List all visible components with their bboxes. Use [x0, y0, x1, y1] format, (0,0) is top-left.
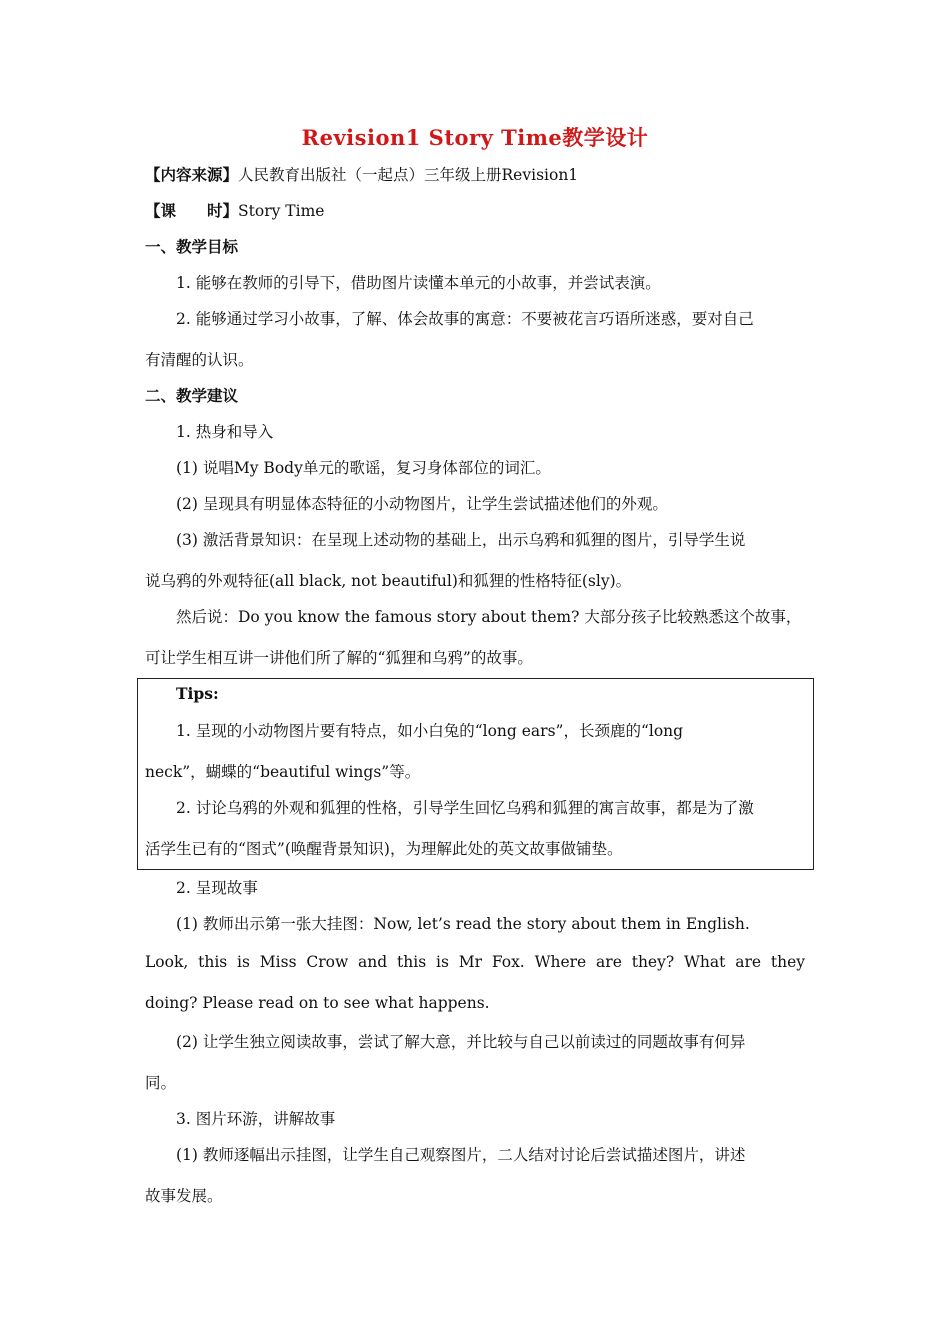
step-1-item-b: (2) 呈现具有明显体态特征的小动物图片，让学生尝试描述他们的外观。: [176, 495, 668, 513]
tip-2-line2: 活学生已有的“图式”(唤醒背景知识)，为理解此处的英文故事做铺垫。: [145, 840, 623, 858]
source-label: 【内容来源】: [145, 165, 239, 184]
step-1-item-c-line2: 说乌鸦的外观特征(all black, not beautiful)和狐狸的性格特征(sly)。: [145, 572, 632, 590]
period-line: [145, 199, 324, 221]
tip-1-line1: 1. 呈现的小动物图片要有特点，如小白兔的“long ears”，长颈鹿的“long: [176, 722, 684, 740]
document-title: Revision1 Story Time教学设计: [301, 125, 649, 150]
section-heading-objectives: 一、教学目标: [145, 237, 239, 256]
period-label: 【课 时】: [145, 201, 239, 220]
step-2-item-b-line1: (2) 让学生独立阅读故事，尝试了解大意，并比较与自己以前读过的同题故事有何异: [176, 1033, 746, 1051]
step-2-heading: 2. 呈现故事: [176, 879, 258, 897]
source-value: 人民教育出版社（一起点）三年级上册Revision1: [238, 166, 579, 184]
step-1-heading: 1. 热身和导入: [176, 423, 274, 441]
step-3-heading: 3. 图片环游，讲解故事: [176, 1110, 336, 1128]
step-2-item-a-line2: Look, this is Miss Crow and this is Mr Fox. Where are they? What are they: [145, 953, 805, 971]
step-3-item-a-line2: 故事发展。: [145, 1187, 223, 1205]
tip-1-line2: neck”，蝴蝶的“beautiful wings”等。: [145, 763, 421, 781]
step-1-item-a: (1) 说唱My Body单元的歌谣，复习身体部位的词汇。: [176, 459, 551, 477]
period-value: Story Time: [238, 202, 325, 220]
step-3-item-a-line1: (1) 教师逐幅出示挂图，让学生自己观察图片，二人结对讨论后尝试描述图片，讲述: [176, 1146, 746, 1164]
objective-item-2-line2: 有清醒的认识。: [145, 351, 254, 369]
step-2-item-a-line1: (1) 教师出示第一张大挂图：Now, let’s read the story about them in English.: [176, 915, 750, 933]
step-2-item-a-line3: doing? Please read on to see what happens.: [145, 994, 490, 1012]
tips-heading: Tips:: [176, 684, 219, 703]
objective-item-1: 1. 能够在教师的引导下，借助图片读懂本单元的小故事，并尝试表演。: [176, 274, 661, 292]
step-1-item-d-line1: 然后说：Do you know the famous story about them? 大部分孩子比较熟悉这个故事，: [176, 608, 802, 626]
step-1-item-d-line2: 可让学生相互讲一讲他们所了解的“狐狸和乌鸦”的故事。: [145, 649, 533, 667]
objective-item-2-line1: 2. 能够通过学习小故事，了解、体会故事的寓意：不要被花言巧语所迷惑，要对自己: [176, 310, 754, 328]
step-1-item-c-line1: (3) 激活背景知识：在呈现上述动物的基础上，出示乌鸦和狐狸的图片，引导学生说: [176, 531, 746, 549]
source-line: [145, 163, 578, 185]
section-heading-suggestions: 二、教学建议: [145, 386, 239, 405]
step-2-item-b-line2: 同。: [145, 1074, 177, 1092]
tip-2-line1: 2. 讨论乌鸦的外观和狐狸的性格，引导学生回忆乌鸦和狐狸的寓言故事，都是为了激: [176, 799, 754, 817]
